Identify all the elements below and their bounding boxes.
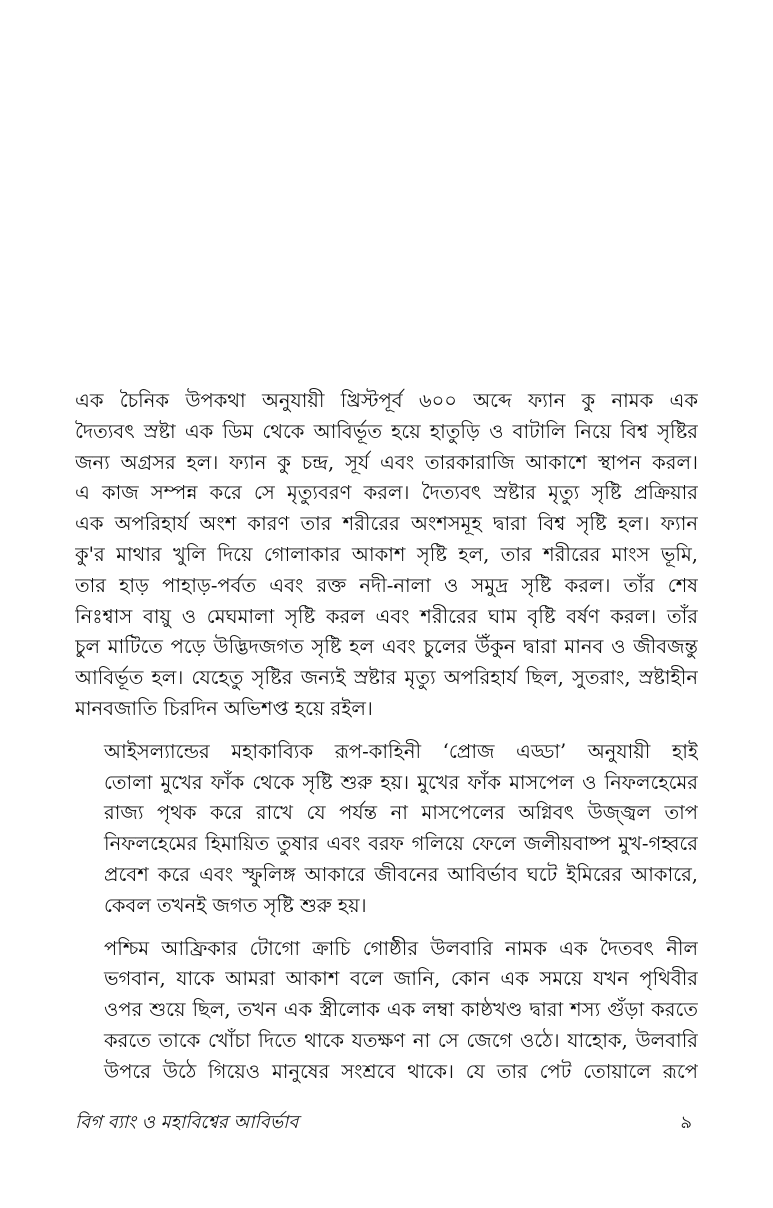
paragraph-west-african-myth — [75, 934, 698, 1088]
text-line: এক অপরিহার্য অংশ কারণ তার শরীরের অংশসমূহ দ্বারা বিশ্ব সৃষ্টি হল। ফ্যান — [75, 512, 698, 536]
text-line: কেবল তখনই জগত সৃষ্টি শুরু হয়। — [104, 893, 367, 917]
text-line: তার হাড় পাহাড়-পর্বত এবং রক্ত নদী-নালা ও সমুদ্র সৃষ্টি করল। তাঁর শেষ — [75, 573, 698, 597]
text-line: চুল মাটিতে পড়ে উদ্ভিদজগত সৃষ্টি হল এবং চুলের উঁকুন দ্বারা মানব ও জীবজন্তু — [75, 635, 698, 659]
text-line: এ কাজ সম্পন্ন করে সে মৃত্যুবরণ করল। দৈত্যবৎ স্রষ্টার মৃত্যু সৃষ্টি প্রক্রিয়ার — [75, 481, 698, 505]
text-line: জন্য অগ্রসর হল। ফ্যান কু চন্দ্র, সূর্য এবং তারকারাজি আকাশে স্থাপন করল। — [75, 450, 698, 474]
text-line: মানবজাতি চিরদিন অভিশপ্ত হয়ে রইল। — [75, 696, 373, 720]
text-line: এক চৈনিক উপকথা অনুযায়ী খ্রিস্টপূর্ব ৬০০ অব্দে ফ্যান কু নামক এক — [75, 389, 698, 412]
page-footer — [75, 1108, 698, 1136]
paragraph-icelandic-myth — [75, 737, 698, 922]
text-line: রাজ্য পৃথক করে রাখে যে পর্যন্ত না মাসপেলের অগ্নিবৎ উজ্জ্বল তাপ — [104, 801, 698, 825]
text-line: নিফলহেমের হিমায়িত তুষার এবং বরফ গলিয়ে ফেলে জলীয়বাষ্প মুখ-গহ্বরে — [104, 832, 698, 856]
text-line: নিঃশ্বাস বায়ু ও মেঘমালা সৃষ্টি করল এবং শরীরের ঘাম বৃষ্টি বর্ষণ করল। তাঁর — [75, 604, 698, 628]
text-line: কু'র মাথার খুলি দিয়ে গোলাকার আকাশ সৃষ্টি হল, তার শরীরের মাংস ভূমি, — [75, 542, 698, 566]
text-line: আবির্ভূত হল। যেহেতু সৃষ্টির জন্যই স্রষ্টার মৃত্যু অপরিহার্য ছিল, সুতরাং, স্রষ্টাহীন — [75, 666, 698, 690]
text-line: তোলা মুখের ফাঁক থেকে সৃষ্টি শুরু হয়। মুখের ফাঁক মাসপেল ও নিফলহেমের — [104, 770, 698, 794]
text-line: করতে তাকে খোঁচা দিতে থাকে যতক্ষণ না সে জেগে ওঠে। যাহোক, উলবারি — [104, 1028, 698, 1052]
text-line: দৈত্যবৎ স্রষ্টা এক ডিম থেকে আবির্ভূত হয়ে হাতুড়ি ও বাটালি নিয়ে বিশ্ব সৃষ্টির — [75, 419, 698, 443]
running-title: বিগ ব্যাং ও মহাবিশ্বের আবির্ভাব — [75, 1112, 299, 1133]
paragraph-chinese-myth — [75, 386, 698, 725]
text-line: ভগবান, যাকে আমরা আকাশ বলে জানি, কোন এক সময়ে যখন পৃথিবীর — [104, 967, 698, 991]
body-text — [75, 386, 698, 1100]
text-line: আইসল্যান্ডের মহাকাব্যিক রূপ-কাহিনী ‘প্রোজ এড্ডা’ অনুযায়ী হাই — [104, 739, 698, 763]
page-number: ৯ — [680, 1112, 692, 1133]
text-line: ওপর শুয়ে ছিল, তখন এক স্ত্রীলোক এক লম্বা কাষ্ঠখণ্ড দ্বারা শস্য গুঁড়া করতে — [104, 998, 698, 1022]
text-line: পশ্চিম আফ্রিকার টোগো ক্রাচি গোষ্ঠীর উলবারি নামক এক দৈতবৎ নীল — [104, 936, 698, 960]
text-line: প্রবেশ করে এবং স্ফুলিঙ্গ আকারে জীবনের আবির্ভাব ঘটে ইমিরের আকারে, — [104, 862, 698, 886]
text-line: উপরে উঠে গিয়েও মানুষের সংশ্রবে থাকে। যে তার পেট তোয়ালে রূপে — [104, 1059, 698, 1083]
